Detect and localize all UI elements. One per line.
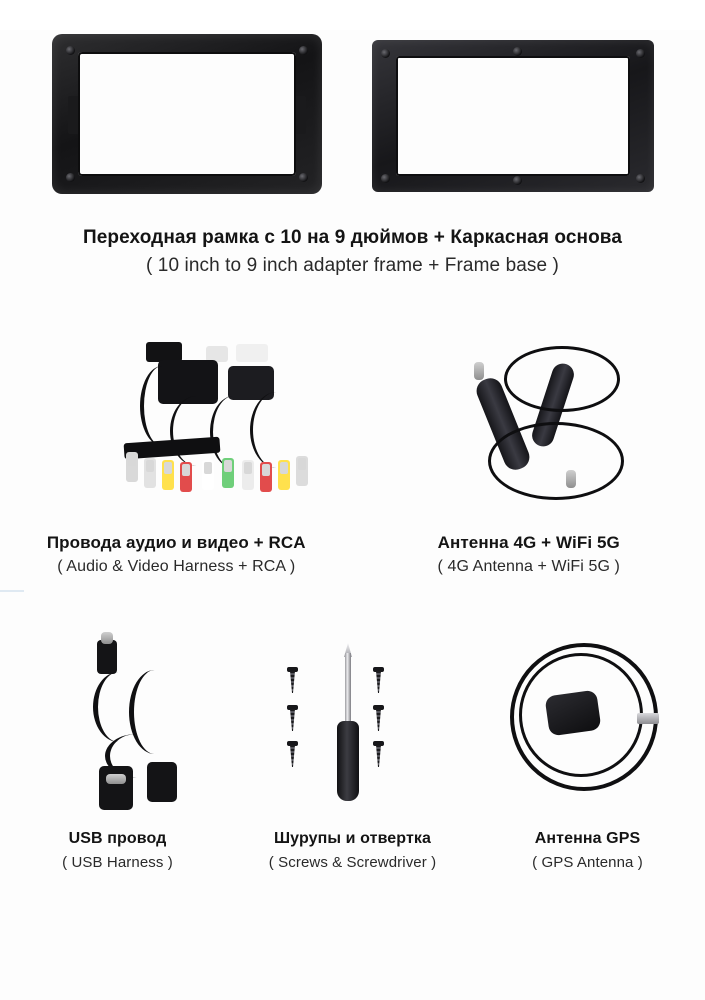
captions-harness-antenna xyxy=(0,532,705,578)
screw-hole-icon xyxy=(381,174,390,183)
usb-socket xyxy=(99,766,133,810)
rca-connector-yellow xyxy=(162,460,174,490)
caption-gps-antenna xyxy=(470,829,705,873)
screw-hole-icon xyxy=(66,173,75,182)
section-harness-antenna xyxy=(0,330,705,630)
section-frames xyxy=(0,30,705,330)
rca-connector-green xyxy=(222,458,234,488)
usb-plug-tip xyxy=(101,632,113,644)
usb-socket-contact xyxy=(106,774,126,784)
antenna-connector xyxy=(566,470,576,488)
screw-hole-icon xyxy=(66,46,75,55)
screw-hole-icon xyxy=(299,173,308,182)
frames-image-row xyxy=(0,30,705,210)
screw-hole-icon xyxy=(636,49,645,58)
screw-icon xyxy=(375,741,382,767)
caption-antenna-4g-en: ( 4G Antenna + WiFi 5G ) xyxy=(353,557,705,578)
frame-tab-right xyxy=(292,96,306,134)
rca-connector xyxy=(242,460,254,490)
screw-icon xyxy=(289,705,296,731)
rca-connector xyxy=(144,458,156,488)
caption-audio-video-harness-en: ( Audio & Video Harness + RCA ) xyxy=(0,557,353,578)
screwdriver-shaft xyxy=(345,653,351,725)
screw-icon xyxy=(289,667,296,693)
caption-usb-harness xyxy=(0,829,235,873)
frame-base-icon xyxy=(372,40,654,192)
section-accessories xyxy=(0,630,705,960)
screw-hole-icon xyxy=(636,174,645,183)
caption-usb-harness-en: ( USB Harness ) xyxy=(0,853,235,873)
screwdriver-icon xyxy=(265,635,440,815)
screw-icon xyxy=(289,741,296,767)
screwdriver-handle xyxy=(337,721,359,801)
caption-audio-video-harness-ru: Провода аудио и видео + RCA xyxy=(0,532,353,553)
gps-connector xyxy=(637,713,659,724)
wiring-harness-icon xyxy=(110,340,360,515)
rca-connector-yellow xyxy=(278,460,290,490)
screw-hole-icon xyxy=(381,49,390,58)
screw-hole-icon xyxy=(299,46,308,55)
edge-stripe xyxy=(0,590,24,592)
wire xyxy=(250,392,303,468)
rca-connector-red xyxy=(180,462,192,492)
gps-receiver-puck xyxy=(544,690,601,737)
usb-plug xyxy=(97,640,117,674)
rca-connector xyxy=(296,456,308,486)
antenna-cable-loop xyxy=(504,346,620,412)
antenna-cable-loop xyxy=(488,422,624,500)
screw-hole-icon xyxy=(513,176,522,185)
caption-gps-antenna-en: ( GPS Antenna ) xyxy=(470,853,705,873)
caption-frames-en: ( 10 inch to 9 inch adapter frame + Frame base ) xyxy=(0,254,705,279)
accessories-image-row xyxy=(0,630,705,825)
rca-connector-white xyxy=(202,460,214,490)
caption-screws-screwdriver xyxy=(235,829,470,873)
caption-antenna-4g xyxy=(353,532,705,578)
adapter-frame-icon xyxy=(52,34,322,194)
caption-frames xyxy=(0,226,705,278)
screw-hole-icon xyxy=(513,47,522,56)
caption-screws-screwdriver-en: ( Screws & Screwdriver ) xyxy=(235,853,470,873)
caption-screws-screwdriver-ru: Шурупы и отвертка xyxy=(235,829,470,849)
product-contents-page xyxy=(0,30,705,1000)
harness-antenna-image-row xyxy=(0,330,705,530)
rca-connector-red xyxy=(260,462,272,492)
gps-antenna-icon xyxy=(495,635,680,820)
caption-usb-harness-ru: USB провод xyxy=(0,829,235,849)
caption-audio-video-harness xyxy=(0,532,353,578)
usb-socket xyxy=(147,762,177,802)
caption-antenna-4g-ru: Антенна 4G + WiFi 5G xyxy=(353,532,705,553)
usb-cable-icon xyxy=(75,640,225,815)
rca-connector xyxy=(126,452,138,482)
frame-tab-left xyxy=(68,96,82,134)
caption-gps-antenna-ru: Антенна GPS xyxy=(470,829,705,849)
captions-accessories xyxy=(0,829,705,873)
screw-icon xyxy=(375,705,382,731)
antenna-icon xyxy=(470,340,660,520)
connector-plug-white xyxy=(236,344,268,362)
connector-plug xyxy=(146,342,182,362)
screw-icon xyxy=(375,667,382,693)
caption-frames-ru: Переходная рамка с 10 на 9 дюймов + Каркасная основа xyxy=(0,226,705,250)
antenna-connector xyxy=(474,362,484,380)
